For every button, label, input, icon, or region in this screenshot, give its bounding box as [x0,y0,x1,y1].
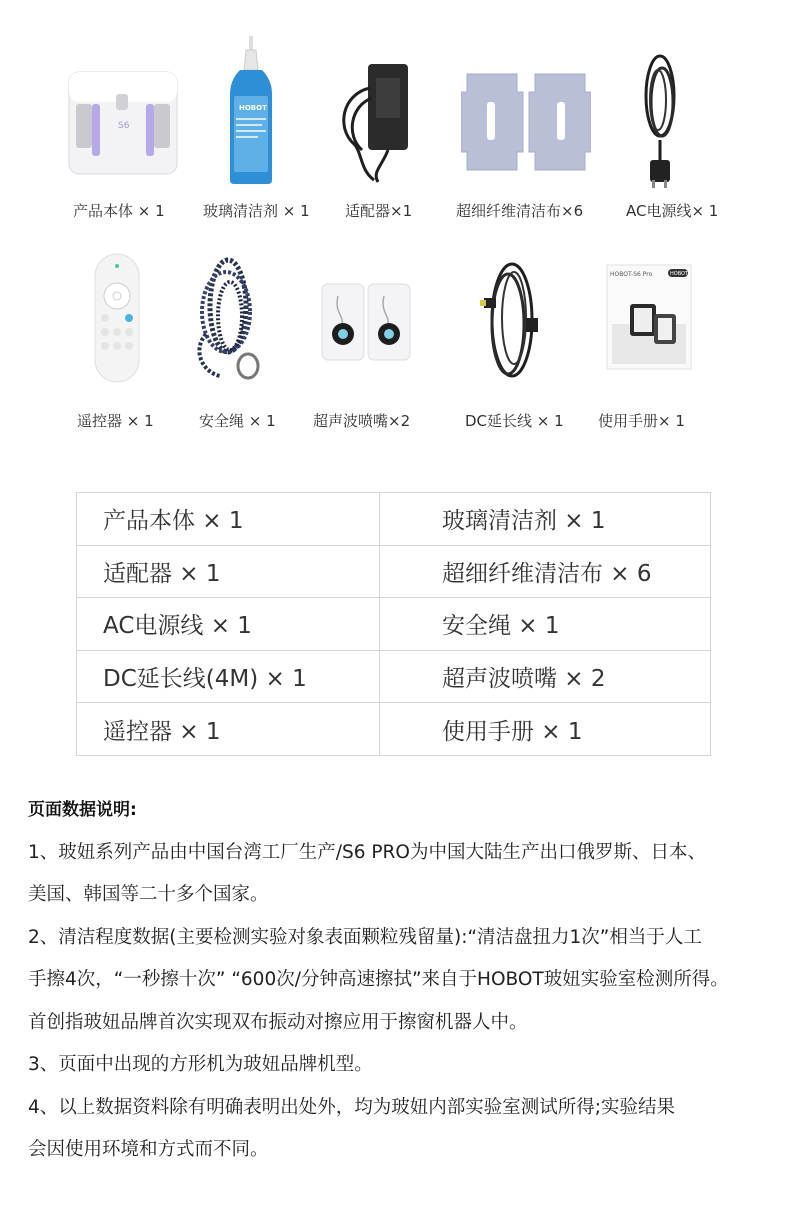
table-cell: 安全绳 × 1 [380,598,711,651]
item-label-ac-cord: AC电源线× 1 [626,202,719,220]
robot-model-text: S6 [118,121,130,131]
notes-line: 手擦4次，“一秒擦十次” “600次/分钟高速擦拭”来自于HOBOT玻妞实验室检测所得。 [28,969,729,990]
table-cell: 超声波喷嘴 × 2 [380,650,711,703]
safety-rope-icon [186,254,268,386]
table-row [77,650,711,703]
table-row [77,703,711,756]
table-cell: AC电源线 × 1 [77,598,380,651]
package-list-table [76,492,711,756]
power-cord-icon [638,50,684,190]
table-cell: 使用手册 × 1 [380,703,711,756]
dc-cable-icon [478,258,540,382]
bottle-brand-text: HOBOT [239,104,267,112]
notes-heading: 页面数据说明: [28,800,137,820]
manual-icon [606,264,692,370]
notes-line: 3、页面中出现的方形机为玻妞品牌机型。 [28,1054,373,1075]
notes-line: 美国、韩国等二十多个国家。 [28,884,269,905]
item-label-nozzle: 超声波喷嘴×2 [313,412,411,430]
notes-line: 首创指玻妞品牌首次实现双布振动对擦应用于擦窗机器人中。 [28,1012,528,1033]
manual-title-text: HOBOT-S6 Pro [610,271,653,278]
notes-line: 1、玻妞系列产品由中国台湾工厂生产/S6 PRO为中国大陆生产出口俄罗斯、日本、 [28,842,706,863]
notes-line: 2、清洁程度数据(主要检测实验对象表面颗粒残留量):“清洁盘扭力1次”相当于人工 [28,927,702,948]
item-label-cloth: 超细纤维清洁布×6 [456,202,584,220]
table-cell: 产品本体 × 1 [77,493,380,546]
item-label-cleaner: 玻璃清洁剂 × 1 [203,202,310,220]
item-label-dc-cable: DC延长线 × 1 [465,412,564,430]
table-cell: 适配器 × 1 [77,545,380,598]
cleaner-bottle-icon [228,36,274,186]
table-row [77,493,711,546]
item-label-manual: 使用手册× 1 [598,412,685,430]
cloth-icon [461,70,591,174]
table-cell: 超细纤维清洁布 × 6 [380,545,711,598]
robot-icon [66,66,180,178]
remote-icon [93,252,141,384]
manual-logo-text: HOBOT [670,271,689,277]
item-label-adapter: 适配器×1 [345,202,413,220]
table-row [77,545,711,598]
nozzle-icon [320,282,412,362]
table-row [77,598,711,651]
table-cell: 玻璃清洁剂 × 1 [380,493,711,546]
notes-line: 4、以上数据资料除有明确表明出处外，均为玻妞内部实验室测试所得;实验结果 [28,1097,676,1118]
table-cell: 遥控器 × 1 [77,703,380,756]
item-label-robot: 产品本体 × 1 [73,202,165,220]
item-label-remote: 遥控器 × 1 [77,412,154,430]
item-label-rope: 安全绳 × 1 [199,412,276,430]
adapter-icon [332,58,412,186]
table-cell: DC延长线(4M) × 1 [77,650,380,703]
notes-line: 会因使用环境和方式而不同。 [28,1139,269,1160]
